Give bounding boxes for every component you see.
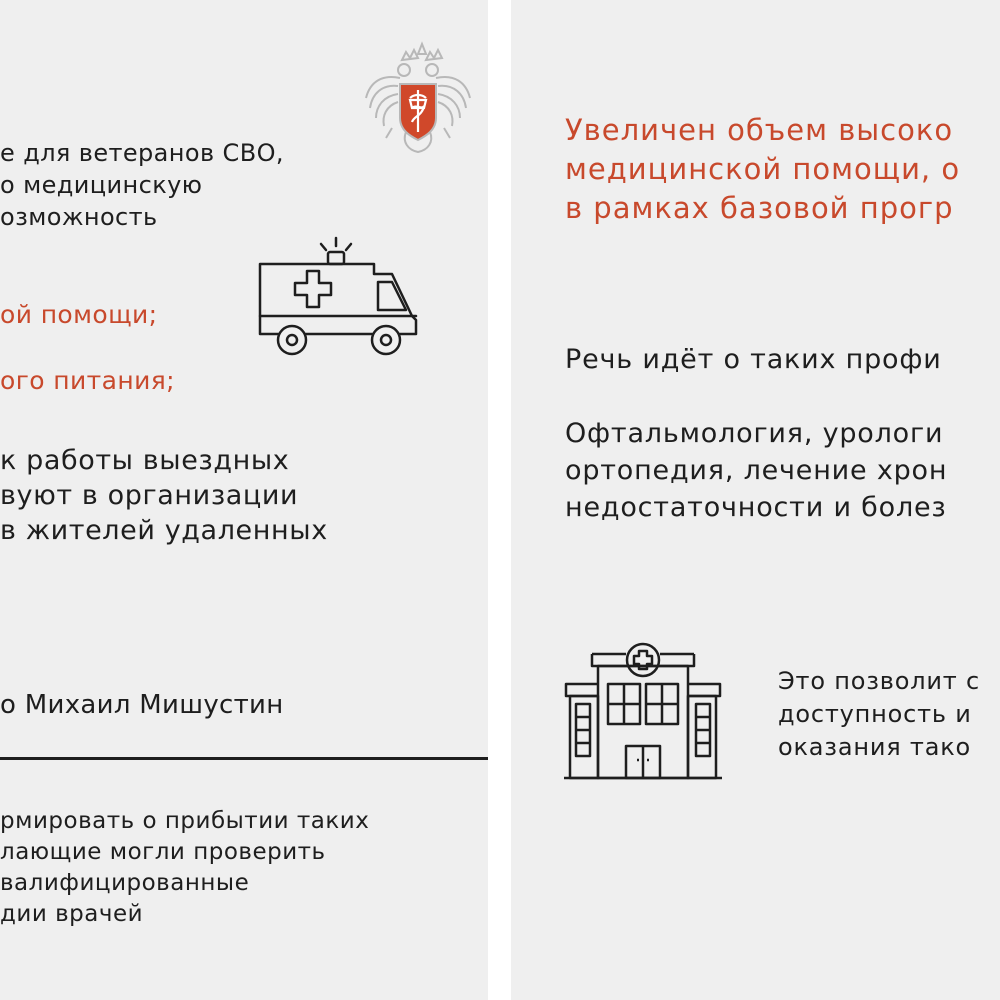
right-slide-panel [511,0,1000,1000]
ambulance-icon [254,232,420,364]
headline-line-2: медицинской помощи, о [565,152,961,186]
footer-line-2: лающие могли проверить [0,839,326,865]
footer-line-4: дии врачей [0,901,144,927]
note-line-1: Это позволит с [778,667,980,695]
intro-line-3: озможность [0,203,158,231]
subheading: Речь идёт о таких профи [565,344,942,375]
para-line-1: к работы выездных [0,445,290,476]
headline-line-3: в рамках базовой прогр [565,191,954,225]
body-line-1: Офтальмология, урологи [565,418,944,449]
body-line-3: недостаточности и болез [565,492,947,523]
footer-line-1: рмировать о прибытии таких [0,808,370,834]
ministry-emblem-icon [362,38,474,156]
bullet-medical-help: ой помощи; [0,300,158,329]
section-divider [0,757,488,760]
left-slide-panel [0,0,488,1000]
para-line-3: в жителей удаленных [0,515,328,546]
para-line-2: вуют в организации [0,480,299,511]
note-line-2: доступность и [778,700,972,728]
note-line-3: оказания тако [778,733,971,761]
headline-line-1: Увеличен объем высоко [565,113,954,147]
quote-attribution: о Михаил Мишустин [0,690,284,720]
intro-line-1: е для ветеранов СВО, [0,139,284,167]
intro-line-2: о медицинскую [0,171,203,199]
body-line-2: ортопедия, лечение хрон [565,455,948,486]
hospital-icon [564,638,722,782]
bullet-nutrition: ого питания; [0,366,176,395]
footer-line-3: валифицированные [0,870,250,896]
